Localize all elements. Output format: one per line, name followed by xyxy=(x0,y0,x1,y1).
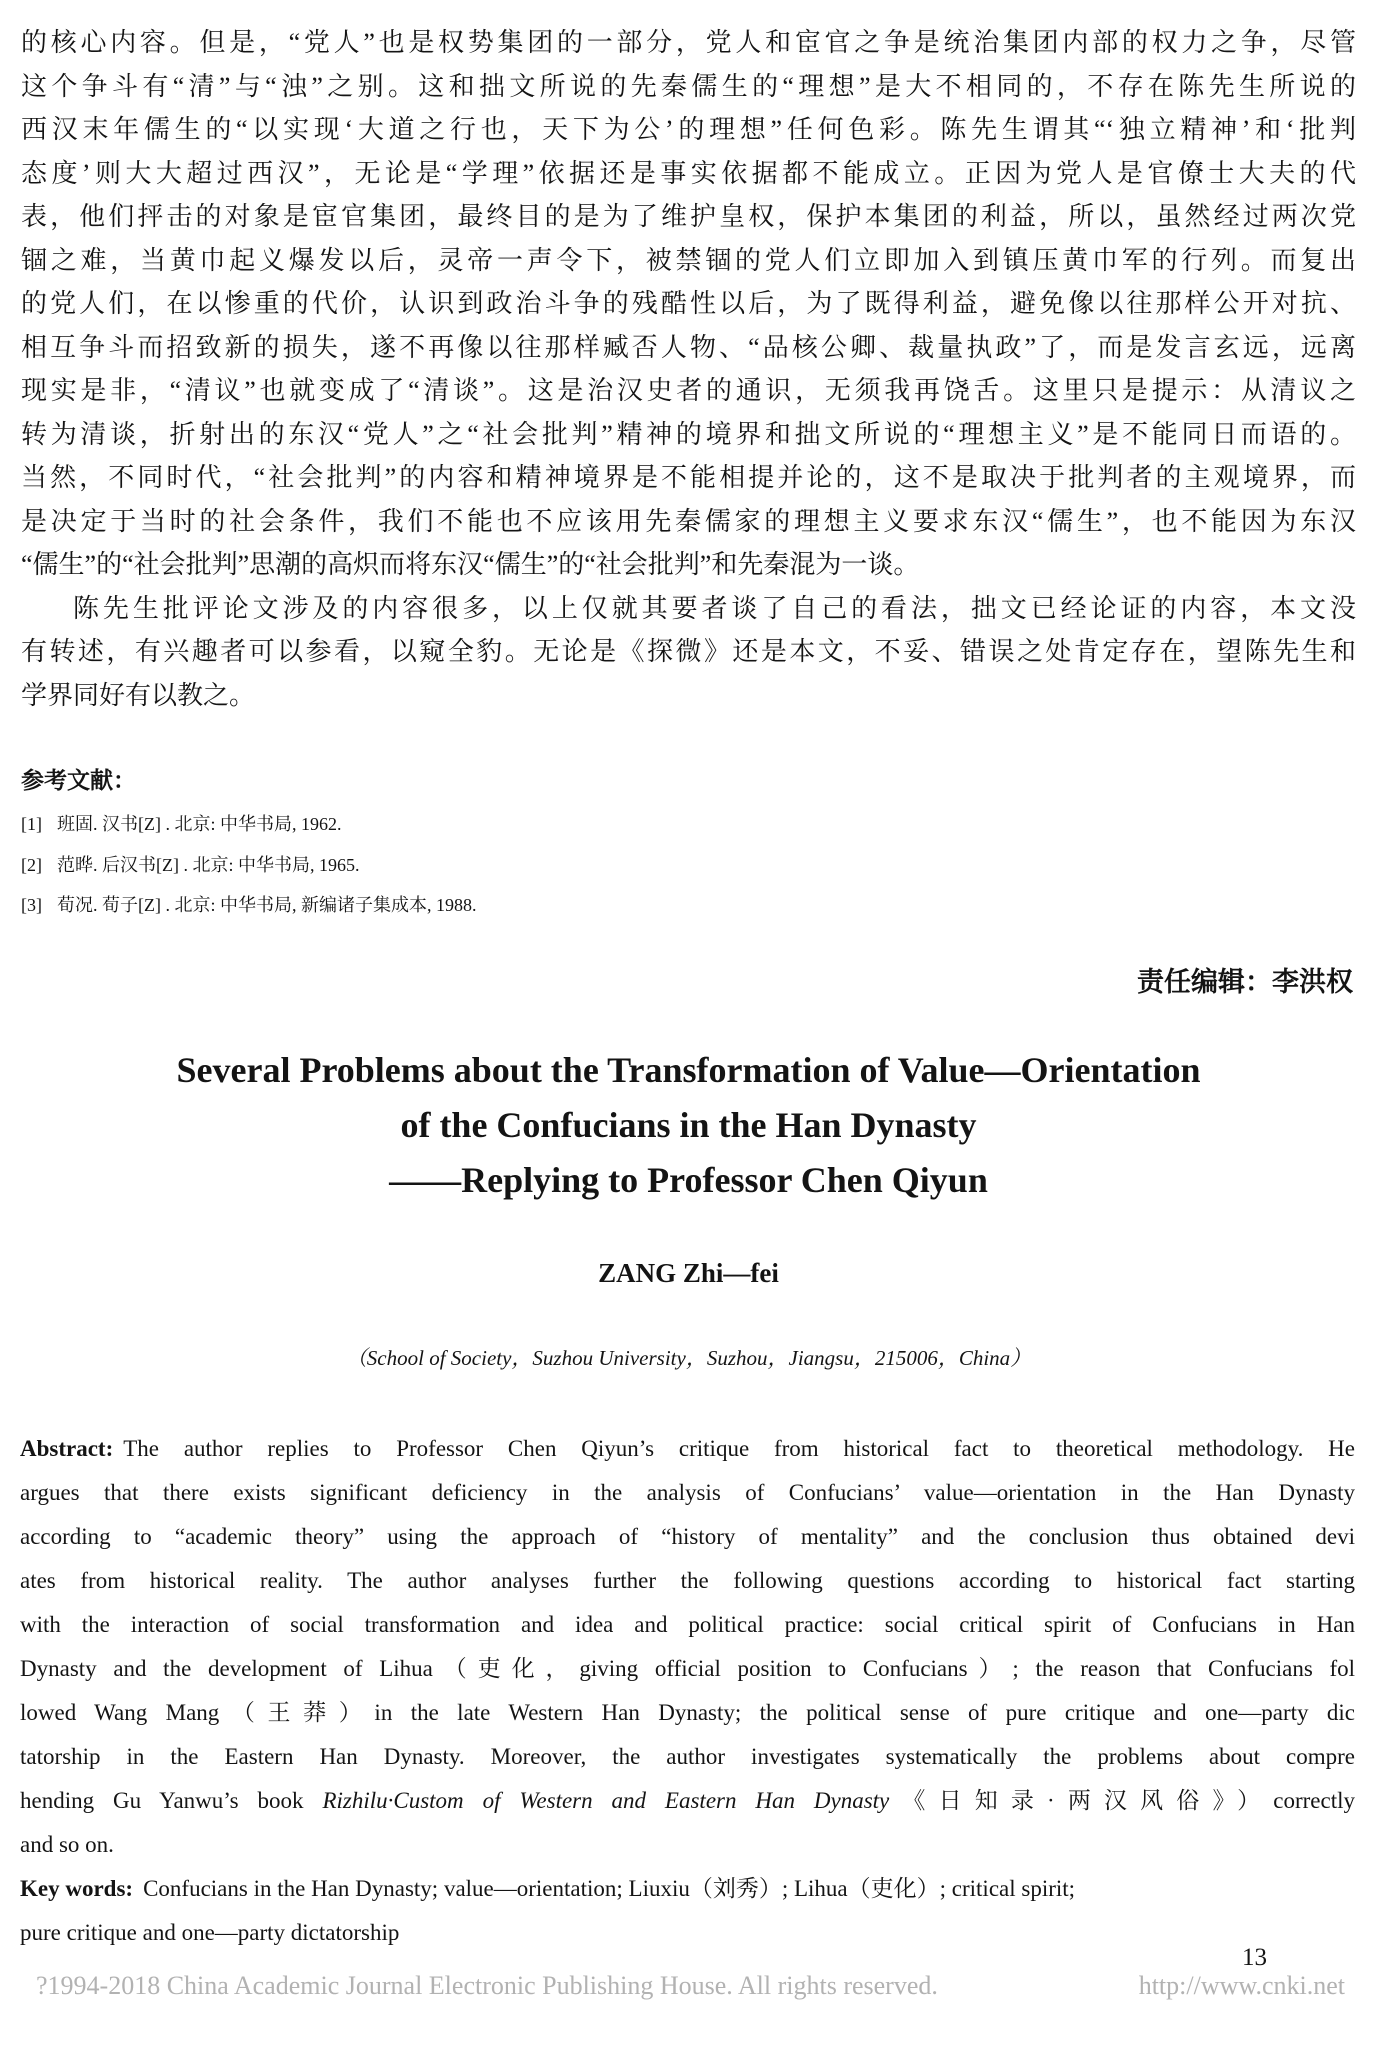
responsible-editor-line: 责任编辑：李洪权 xyxy=(1137,967,1353,997)
keywords-label: Key words: xyxy=(20,1876,134,1901)
text-line: 这个争斗有“清”与“浊”之别。这和拙文所说的先秦儒生的“理想”是大不相同的，不存在陈先生所说的 xyxy=(21,71,1356,101)
text-line: with the interaction of social transformation and idea and political practice: social critical spirit of Confucians in Han xyxy=(20,1612,1355,1637)
copyright-text: ?1994-2018 China Academic Journal Electronic Publishing House. All rights reserved. xyxy=(36,1971,938,2000)
reference-text: 荀况. 荀子[Z] . 北京: 中华书局, 新编诸子集成本, 1988. xyxy=(57,895,477,915)
copyright-footer xyxy=(36,1971,1345,2001)
keywords-first-line xyxy=(20,1867,1355,1911)
abstract-text: 《日知录·两汉风俗》）correctly xyxy=(889,1788,1355,1813)
text-line: 转为清谈，折射出的东汉“党人”之“社会批判”精神的境界和拙文所说的“理想主义”是不能同日而语的。 xyxy=(21,419,1356,449)
paragraph-1-last-line: “儒生”的“社会批判”思潮的高炽而将东汉“儒生”的“社会批判”和先秦混为一谈。 xyxy=(21,550,920,579)
abstract-middle-lines xyxy=(20,1471,1355,1779)
references-heading: 参考文献： xyxy=(21,767,136,793)
keywords-text: Confucians in the Han Dynasty; value—orientation; Liuxiu（刘秀）; Lihua（吏化）; critical spirit; xyxy=(143,1876,1076,1901)
english-title-subtitle: ——Replying to Professor Chen Qiyun xyxy=(389,1160,988,1200)
text-line: 锢之难，当黄巾起义爆发以后，灵帝一声令下，被禁锢的党人们立即加入到镇压黄巾军的行列。而复出 xyxy=(21,245,1356,275)
text-line: 当然，不同时代，“社会批判”的内容和精神境界是不能相提并论的，这不是取决于批判者的主观境界，而 xyxy=(21,463,1356,492)
author-affiliation: （School of Society，Suzhou University，Suzhou，Jiangsu，215006，China） xyxy=(345,1346,1032,1370)
text-line: 西汉末年儒生的“以实现‘大道之行也，天下为公’的理想”任何色彩。陈先生谓其“‘独立精神’和‘批判 xyxy=(21,115,1356,144)
text-line: lowed Wang Mang（王莽）in the late Western Han Dynasty; the political sense of pure critique and one—party dic xyxy=(20,1700,1355,1725)
page-number: 13 xyxy=(1242,1944,1267,1971)
abstract-first-line xyxy=(20,1427,1355,1471)
text-line: Dynasty and the development of Lihua（吏化，giving official position to Confucians）; the reason that Confucians fol xyxy=(20,1656,1355,1681)
text-line: 表，他们抨击的对象是宦官集团，最终目的是为了维护皇权，保护本集团的利益，所以，虽然经过两次党 xyxy=(21,202,1356,231)
paragraph-1-full-lines xyxy=(21,21,1356,543)
abstract-text: The author replies to Professor Chen Qiyun’s critique from historical fact to theoretical methodology. He xyxy=(123,1436,1355,1461)
footer-url: http://www.cnki.net xyxy=(1138,1971,1345,2000)
paragraph-2-last-line: 学界同好有以教之。 xyxy=(21,680,256,710)
text-line: 的党人们，在以惨重的代价，认识到政治斗争的残酷性以后，为了既得利益，避免像以往那样公开对抗、 xyxy=(21,289,1356,318)
text-line: 是决定于当时的社会条件，我们不能也不应该用先秦儒家的理想主义要求东汉“儒生”，也不能因为东汉 xyxy=(21,506,1356,536)
text-line: ates from historical reality. The author analyses further the following questions according to historical fact starting xyxy=(20,1568,1355,1593)
paragraph-2-line: 有转述，有兴趣者可以参看，以窥全豹。无论是《探微》还是本文，不妥、错误之处肯定存在，望陈先生和 xyxy=(21,637,1356,666)
text-line: argues that there exists significant deficiency in the analysis of Confucians’ value—orientation in the Han Dynasty xyxy=(20,1480,1355,1505)
english-title xyxy=(0,1043,1377,1208)
abstract-book-line xyxy=(20,1779,1355,1823)
english-title-line: Several Problems about the Transformation of Value—Orientation xyxy=(176,1050,1201,1090)
english-title-line: of the Confucians in the Han Dynasty xyxy=(400,1105,977,1145)
abstract-last-line: and so on. xyxy=(20,1832,114,1857)
reference-item xyxy=(21,845,1317,886)
text-line: 相互争斗而招致新的损失，遂不再像以往那样臧否人物、“品核公卿、裁量执政”了，而是发言玄远，远离 xyxy=(21,332,1356,362)
references-section xyxy=(21,766,1317,926)
chinese-body-text xyxy=(21,21,1356,717)
abstract-section xyxy=(20,1427,1355,1955)
text-line: 态度’则大大超过西汉”，无论是“学理”依据还是事实依据都不能成立。正因为党人是官僚士大夫的代 xyxy=(21,158,1356,188)
reference-item xyxy=(21,885,1317,926)
reference-text: 班固. 汉书[Z] . 北京: 中华书局, 1962. xyxy=(57,814,342,834)
reference-item xyxy=(21,804,1317,845)
author-name: ZANG Zhi—fei xyxy=(598,1258,779,1288)
abstract-label: Abstract: xyxy=(20,1436,114,1461)
text-line: according to “academic theory” using the approach of “history of mentality” and the conclusion thus obtained devi xyxy=(20,1524,1355,1549)
keywords-last-line: pure critique and one—party dictatorship xyxy=(20,1920,400,1945)
abstract-text: hending Gu Yanwu’s book xyxy=(20,1788,323,1813)
book-title-italic: Rizhilu·Custom of Western and Eastern Han Dynasty xyxy=(322,1788,890,1813)
reference-number: [3] xyxy=(21,895,42,915)
reference-number: [1] xyxy=(21,814,42,834)
text-line: 的核心内容。但是，“党人”也是权势集团的一部分，党人和宦官之争是统治集团内部的权力之争，尽管 xyxy=(21,28,1356,57)
text-line: 现实是非，“清议”也就变成了“清谈”。这是治汉史者的通识，无须我再饶舌。这里只是提示：从清议之 xyxy=(21,376,1356,405)
reference-number: [2] xyxy=(21,854,42,875)
text-line: tatorship in the Eastern Han Dynasty. Moreover, the author investigates systematically the problems about compre xyxy=(20,1744,1355,1769)
reference-text: 范晔. 后汉书[Z] . 北京: 中华书局, 1965. xyxy=(57,854,360,875)
paragraph-2-first-line: 陈先生批评论文涉及的内容很多，以上仅就其要者谈了自己的看法，拙文已经论证的内容，本文没 xyxy=(73,593,1356,623)
